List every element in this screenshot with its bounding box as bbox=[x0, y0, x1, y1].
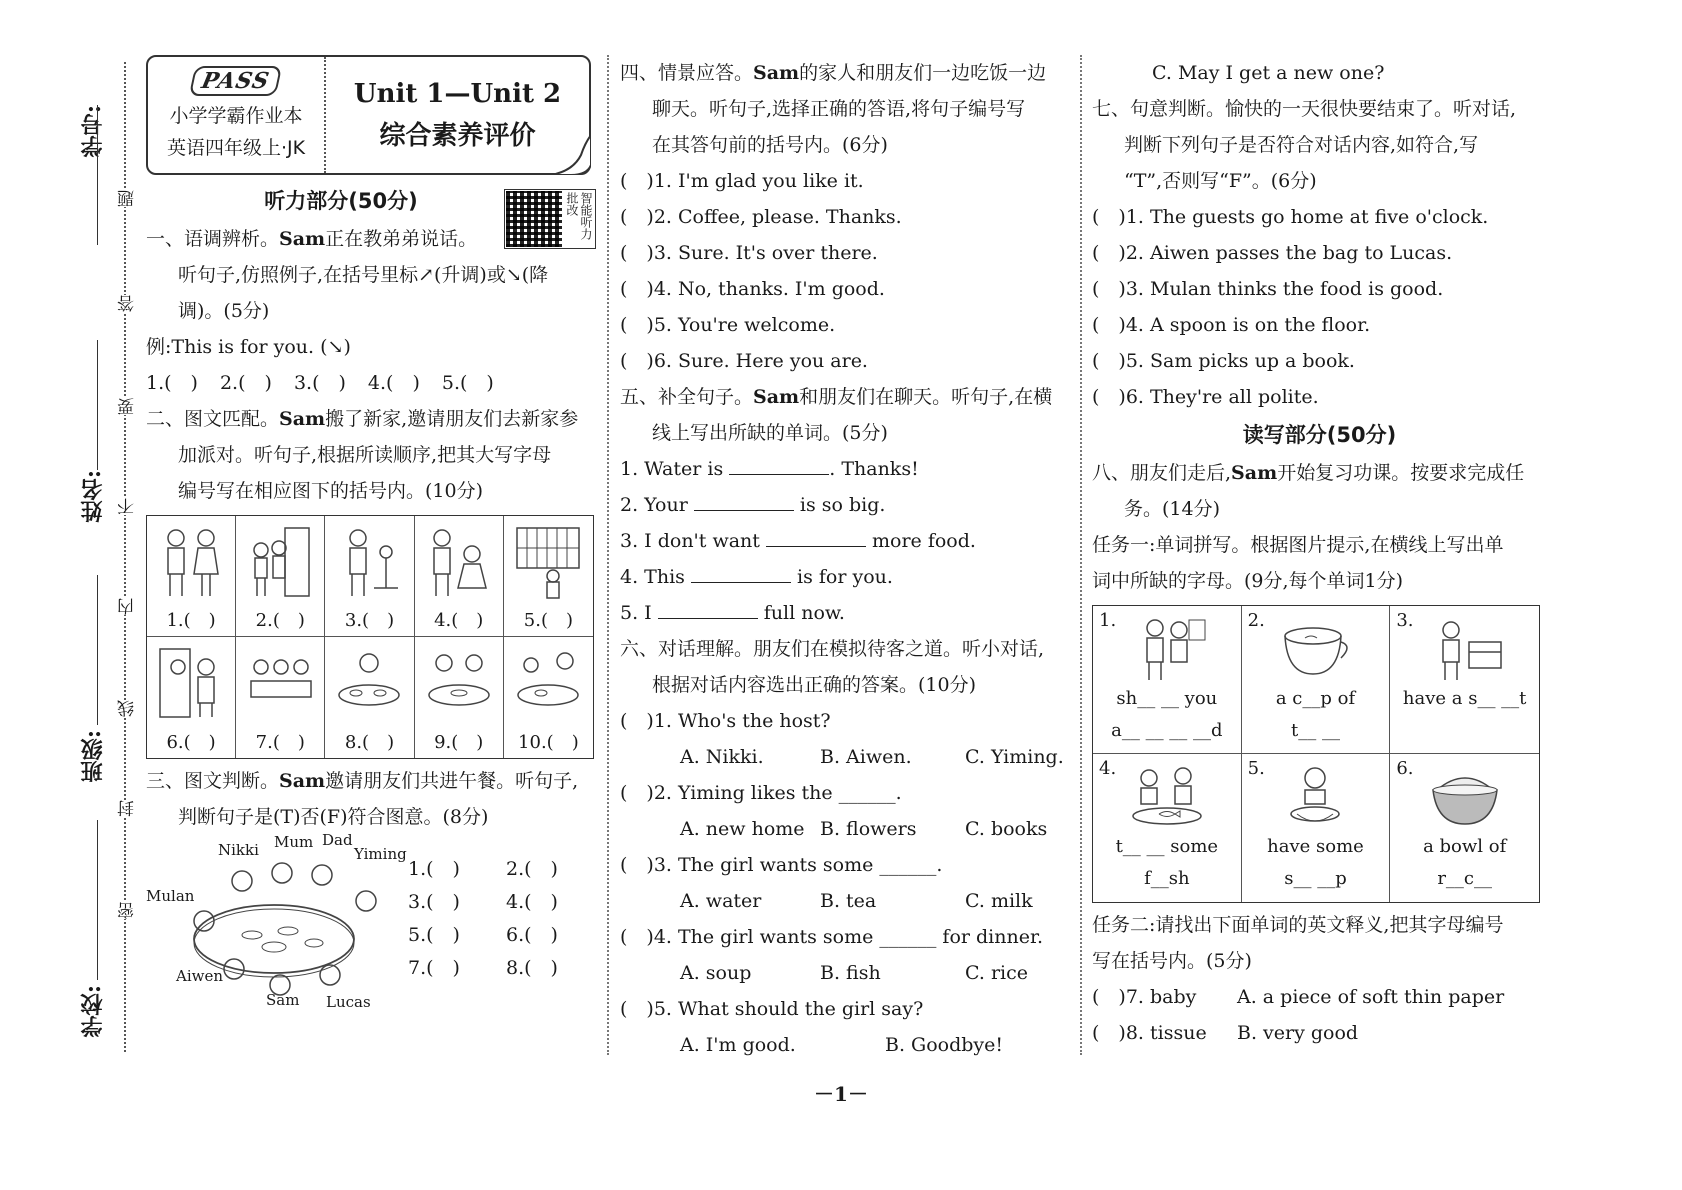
character-name: Yiming bbox=[354, 845, 407, 863]
picture-cell: 4.( ) bbox=[415, 516, 504, 637]
mc-options bbox=[620, 811, 1070, 847]
section-5-instructions: 线上写出所缺的单词。(5分) bbox=[652, 422, 888, 444]
page-number: －1－ bbox=[814, 1082, 868, 1106]
name-line bbox=[97, 340, 98, 470]
mc-options bbox=[620, 883, 1070, 919]
task-1-instructions: 词中所缺的字母。(9分,每个单词1分) bbox=[1092, 570, 1404, 592]
task-1-instructions: 任务一:单词拼写。根据图片提示,在横线上写出单 bbox=[1092, 534, 1504, 556]
answer-blank[interactable]: 6.( ) bbox=[506, 924, 558, 946]
mc-option[interactable]: A. water bbox=[680, 890, 762, 912]
school-field[interactable]: 学校: bbox=[79, 985, 106, 1038]
section-4-instructions: 在其答句前的括号内。(6分) bbox=[652, 134, 888, 156]
task-2-instructions: 写在括号内。(5分) bbox=[1092, 950, 1252, 972]
column-divider bbox=[607, 55, 609, 1055]
picture-cell: 3.( ) bbox=[325, 516, 414, 637]
kid-with-flowers-icon bbox=[334, 524, 404, 600]
response-item[interactable]: ( )3. Sure. It's over there. bbox=[620, 242, 878, 264]
column-divider bbox=[1080, 55, 1082, 1055]
answer-blank[interactable]: 5.( ) bbox=[441, 372, 494, 394]
mc-option[interactable]: B. Aiwen. bbox=[820, 746, 912, 768]
character-name: Mum bbox=[274, 833, 314, 851]
spelling-cell: 6. a bowl of r__c__ bbox=[1390, 754, 1539, 902]
seal-char: 内 bbox=[115, 598, 140, 615]
seal-char: 要 bbox=[115, 398, 140, 415]
match-definition: B. very good bbox=[1237, 1022, 1359, 1044]
class-line bbox=[97, 575, 98, 725]
response-item[interactable]: ( )6. Sure. Here you are. bbox=[620, 350, 868, 372]
mc-option[interactable]: B. Goodbye! bbox=[885, 1034, 1004, 1056]
fill-sentence: 4. This is for you. bbox=[620, 566, 893, 588]
pass-logo: PASS bbox=[189, 66, 283, 96]
student-number-line bbox=[97, 105, 98, 245]
fill-sentence: 1. Water is . Thanks! bbox=[620, 458, 919, 480]
section-8-title: 八、朋友们走后,Sam开始复习功课。按要求完成任 bbox=[1092, 462, 1525, 484]
character-name: Nikki bbox=[218, 841, 259, 859]
answer-blank[interactable]: 1.( ) bbox=[408, 858, 460, 880]
answer-blank[interactable]: 3.( ) bbox=[408, 891, 460, 913]
binding-strip bbox=[0, 0, 140, 1190]
spelling-word[interactable]: t__ __ some bbox=[1115, 836, 1219, 857]
kids-eating-fish-icon bbox=[1127, 764, 1207, 830]
kid-on-sofa-icon bbox=[1425, 616, 1505, 682]
section-4-instructions: 聊天。听句子,选择正确的答语,将句子编号写 bbox=[652, 98, 1026, 120]
section-3-title: 三、图文判断。Sam邀请朋友们共进午餐。听句子, bbox=[146, 770, 579, 792]
seal-char: 线 bbox=[115, 700, 140, 717]
section-5-title: 五、补全句子。Sam和朋友们在聊天。听句子,在横 bbox=[620, 386, 1053, 408]
spelling-cell: 1. sh__ __ you a__ __ __ __d bbox=[1093, 606, 1242, 754]
judge-item[interactable]: ( )3. Mulan thinks the food is good. bbox=[1092, 278, 1444, 300]
family-lunch-table-icon bbox=[146, 839, 396, 1014]
answer-blank[interactable]: 7.( ) bbox=[408, 957, 460, 979]
series-name: 小学学霸作业本 bbox=[169, 105, 303, 127]
qr-label: 智能听力批改 bbox=[565, 192, 593, 240]
fill-sentence: 5. I full now. bbox=[620, 602, 845, 624]
mc-question: ( )2. Yiming likes the ______. bbox=[620, 782, 902, 804]
answer-blank[interactable]: 2.( ) bbox=[219, 372, 272, 394]
cup-of-tea-icon bbox=[1275, 616, 1355, 682]
seal-char: 密 bbox=[115, 902, 140, 919]
family-sitting-icon bbox=[245, 645, 315, 721]
grade-label: 英语四年级上·JK bbox=[166, 137, 306, 159]
spelling-word[interactable]: f__sh bbox=[1144, 868, 1190, 889]
name-field[interactable]: 姓名: bbox=[79, 470, 106, 523]
character-name: Mulan bbox=[146, 887, 195, 905]
spelling-word[interactable]: t__ __ bbox=[1291, 720, 1340, 741]
spelling-word[interactable]: s__ __p bbox=[1284, 868, 1347, 889]
eating-together-icon bbox=[424, 645, 494, 721]
mc-option[interactable]: A. new home bbox=[680, 818, 805, 840]
mc-question: ( )1. Who's the host? bbox=[620, 710, 831, 732]
mc-option[interactable]: B. tea bbox=[820, 890, 877, 912]
assessment-title: 综合素养评价 bbox=[379, 121, 536, 151]
section-6-title: 六、对话理解。朋友们在模拟待客之道。听小对话, bbox=[620, 638, 1045, 660]
bowl-of-rice-icon bbox=[1425, 764, 1505, 830]
title-block bbox=[326, 57, 589, 173]
task-2-instructions: 任务二:请找出下面单词的英文释义,把其字母编号 bbox=[1092, 914, 1504, 936]
match-row bbox=[1092, 979, 1547, 1015]
section-4-title: 四、情景应答。Sam的家人和朋友们一边吃饭一边 bbox=[620, 62, 1047, 84]
response-item[interactable]: ( )1. I'm glad you like it. bbox=[620, 170, 864, 192]
mc-option[interactable]: B. flowers bbox=[820, 818, 917, 840]
section-1-answers bbox=[146, 365, 596, 401]
seal-char: 封 bbox=[115, 800, 140, 817]
mc-option[interactable]: C. May I get a new one? bbox=[1152, 62, 1385, 84]
picture-cell: 6.( ) bbox=[147, 637, 236, 758]
character-name: Lucas bbox=[326, 993, 371, 1011]
student-number-field[interactable]: 学号: bbox=[79, 105, 106, 158]
section-3-instructions: 判断句子是(T)否(F)符合图意。(8分) bbox=[178, 806, 489, 828]
seal-char: 答 bbox=[115, 295, 140, 312]
picture-cell: 2.( ) bbox=[236, 516, 325, 637]
mc-option[interactable]: A. Nikki. bbox=[680, 746, 764, 768]
answer-blank[interactable]: 4.( ) bbox=[506, 891, 558, 913]
mc-option[interactable]: C. rice bbox=[965, 962, 1028, 984]
spelling-cell: 4. t__ __ some f__sh bbox=[1093, 754, 1242, 902]
answer-blank[interactable]: 4.( ) bbox=[367, 372, 420, 394]
mc-option[interactable]: B. fish bbox=[820, 962, 881, 984]
picture-cell: 5.( ) bbox=[504, 516, 593, 637]
spelling-cell: 3. have a s__ __t bbox=[1390, 606, 1539, 754]
mc-option[interactable]: C. milk bbox=[965, 890, 1033, 912]
listening-part-title: 听力部分(50分) bbox=[264, 189, 418, 213]
spelling-word[interactable]: have a s__ __t bbox=[1402, 688, 1527, 709]
lunch-scene bbox=[146, 831, 596, 1014]
reading-writing-part-title: 读写部分(50分) bbox=[1242, 423, 1397, 447]
response-item[interactable]: ( )4. No, thanks. I'm good. bbox=[620, 278, 885, 300]
section-1-example: 例:This is for you. (↘) bbox=[146, 336, 351, 358]
spelling-word[interactable]: sh__ __ you bbox=[1116, 688, 1218, 709]
section-7-instructions: 判断下列句子是否符合对话内容,如符合,写 bbox=[1124, 134, 1479, 156]
fill-blank[interactable] bbox=[691, 565, 791, 583]
mc-options bbox=[620, 955, 1070, 991]
mc-question: ( )3. The girl wants some ______. bbox=[620, 854, 943, 876]
boy-eating-soup-icon bbox=[1275, 764, 1355, 830]
fill-blank[interactable] bbox=[729, 457, 829, 475]
dinner-table-icon bbox=[334, 645, 404, 721]
answer-blank[interactable]: 3.( ) bbox=[293, 372, 346, 394]
section-2-instructions: 加派对。听句子,根据所读顺序,把其大写字母 bbox=[178, 444, 552, 466]
spelling-word[interactable]: a__ __ __ __d bbox=[1111, 720, 1223, 741]
fill-sentence: 3. I don't want more food. bbox=[620, 530, 976, 552]
series-block bbox=[148, 57, 326, 173]
qr-code-icon bbox=[506, 191, 562, 247]
kids-showing-room-icon bbox=[1127, 616, 1207, 682]
school-line bbox=[97, 820, 98, 980]
section-3-answers bbox=[408, 853, 596, 985]
match-word[interactable]: ( )8. tissue bbox=[1092, 1022, 1207, 1044]
section-2-instructions: 编号写在相应图下的括号内。(10分) bbox=[178, 480, 484, 502]
bookshelf-room-icon bbox=[513, 524, 583, 600]
fill-blank[interactable] bbox=[694, 493, 794, 511]
spelling-cell: 5. have some s__ __p bbox=[1242, 754, 1391, 902]
mc-option[interactable]: C. books bbox=[965, 818, 1048, 840]
answer-blank[interactable]: 1.( ) bbox=[146, 372, 198, 394]
mc-question: ( )5. What should the girl say? bbox=[620, 998, 924, 1020]
answer-blank[interactable]: 2.( ) bbox=[506, 858, 558, 880]
two-kids-greeting-icon bbox=[156, 524, 226, 600]
judge-item[interactable]: ( )2. Aiwen passes the bag to Lucas. bbox=[1092, 242, 1453, 264]
title-box bbox=[146, 55, 591, 175]
judge-item[interactable]: ( )6. They're all polite. bbox=[1092, 386, 1319, 408]
section-1-instructions: 调)。(5分) bbox=[178, 300, 270, 322]
character-name: Aiwen bbox=[176, 967, 224, 985]
mc-options bbox=[620, 739, 1070, 775]
judge-item[interactable]: ( )1. The guests go home at five o'clock. bbox=[1092, 206, 1489, 228]
fill-sentence: 2. Your is so big. bbox=[620, 494, 886, 516]
section-1-instructions: 听句子,仿照例子,在括号里标↗(升调)或↘(降 bbox=[178, 264, 549, 286]
answer-blank[interactable]: 8.( ) bbox=[506, 957, 558, 979]
meal-with-friends-icon bbox=[513, 645, 583, 721]
spelling-word[interactable]: r__c__ bbox=[1437, 868, 1492, 889]
party-picture-grid bbox=[146, 515, 594, 759]
response-item[interactable]: ( )2. Coffee, please. Thanks. bbox=[620, 206, 902, 228]
match-row bbox=[1092, 1015, 1547, 1051]
spelling-picture-grid bbox=[1092, 605, 1540, 903]
mc-option[interactable]: A. soup bbox=[680, 962, 752, 984]
unit-title: Unit 1—Unit 2 bbox=[353, 79, 562, 109]
picture-cell: 10.( ) bbox=[504, 637, 593, 758]
match-word[interactable]: ( )7. baby bbox=[1092, 986, 1197, 1008]
column-middle bbox=[620, 55, 1070, 1063]
section-1-title: 一、语调辨析。Sam正在教弟弟说话。 bbox=[146, 228, 478, 250]
picture-cell: 9.( ) bbox=[415, 637, 504, 758]
judge-item[interactable]: ( )5. Sam picks up a book. bbox=[1092, 350, 1355, 372]
page-curl-icon bbox=[551, 135, 591, 175]
mc-question: ( )4. The girl wants some ______ for dinner. bbox=[620, 926, 1043, 948]
kids-at-door-icon bbox=[245, 524, 315, 600]
column-right bbox=[1092, 55, 1547, 1051]
judge-item[interactable]: ( )4. A spoon is on the floor. bbox=[1092, 314, 1371, 336]
spelling-word[interactable]: a c__p of bbox=[1275, 688, 1356, 709]
picture-cell: 7.( ) bbox=[236, 637, 325, 758]
section-7-instructions: “T”,否则写“F”。(6分) bbox=[1124, 170, 1317, 192]
spelling-cell: 2. a c__p of t__ __ bbox=[1242, 606, 1391, 754]
spelling-word[interactable]: have some bbox=[1267, 836, 1364, 857]
spelling-word[interactable]: a bowl of bbox=[1423, 836, 1507, 857]
section-6-instructions: 根据对话内容选出正确的答案。(10分) bbox=[652, 674, 977, 696]
response-item[interactable]: ( )5. You're welcome. bbox=[620, 314, 836, 336]
section-7-title: 七、句意判断。愉快的一天很快要结束了。听对话, bbox=[1092, 98, 1517, 120]
qr-code[interactable] bbox=[504, 189, 596, 249]
mc-option[interactable]: C. Yiming. bbox=[965, 746, 1064, 768]
picture-cell: 8.( ) bbox=[325, 637, 414, 758]
mc-option[interactable]: A. I'm good. bbox=[680, 1034, 796, 1056]
section-2-title: 二、图文匹配。Sam搬了新家,邀请朋友们去新家参 bbox=[146, 408, 579, 430]
seal-char: 不 bbox=[115, 498, 140, 515]
column-left bbox=[146, 55, 596, 1014]
mc-options bbox=[620, 1027, 1070, 1063]
section-8-instructions: 务。(14分) bbox=[1124, 498, 1221, 520]
answer-blank[interactable]: 5.( ) bbox=[408, 924, 460, 946]
picture-cell: 1.( ) bbox=[147, 516, 236, 637]
character-name: Sam bbox=[266, 991, 300, 1009]
character-name: Dad bbox=[322, 831, 353, 849]
seal-char: 题 bbox=[115, 190, 140, 207]
kid-and-mother-icon bbox=[424, 524, 494, 600]
class-field[interactable]: 班级: bbox=[79, 730, 106, 783]
match-definition: A. a piece of soft thin paper bbox=[1237, 986, 1505, 1008]
fill-blank[interactable] bbox=[658, 601, 758, 619]
fill-blank[interactable] bbox=[766, 529, 866, 547]
opening-door-icon bbox=[156, 645, 226, 721]
